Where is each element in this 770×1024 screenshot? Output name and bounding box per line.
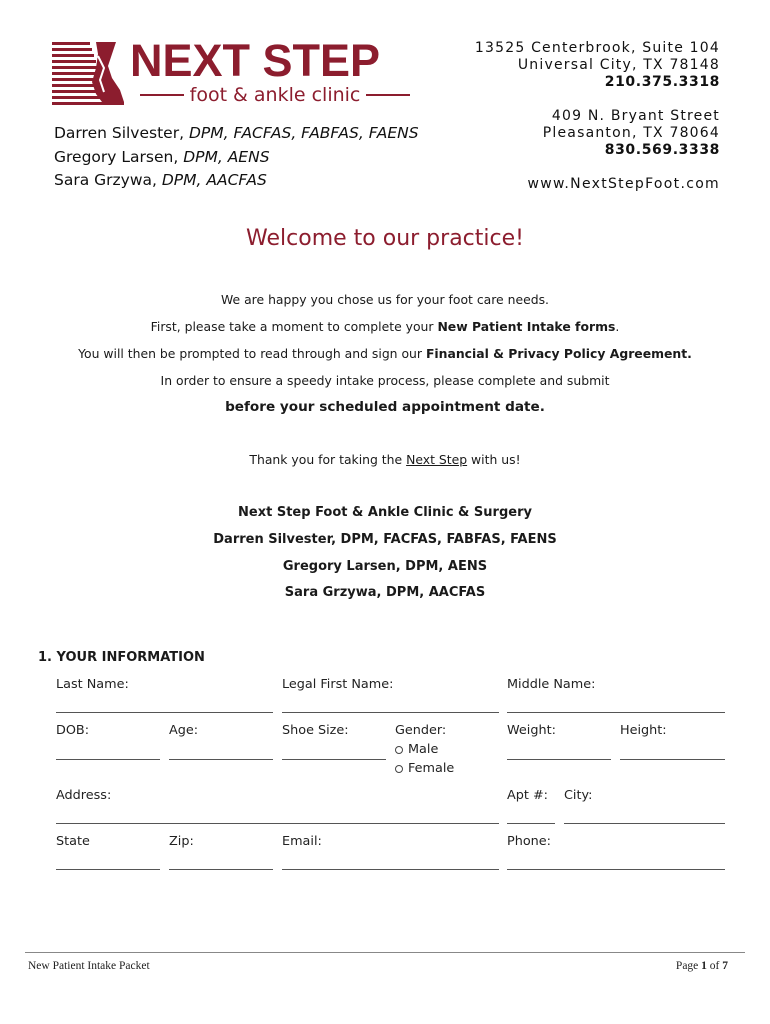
practice-doctor-line: Darren Silvester, DPM, FACFAS, FABFAS, FAENS [213,532,557,547]
doctor-line: Gregory Larsen, DPM, AENS [54,147,270,166]
radio-circle-icon [395,765,403,773]
brand-name: NEXT STEP [130,35,381,86]
practice-name: Next Step Foot & Ankle Clinic & Surgery [238,505,532,520]
apt-label: Apt #: [507,788,548,803]
gender-label: Gender: [395,723,447,738]
apt-field[interactable] [507,823,555,824]
first-name-field[interactable] [282,712,499,713]
address-field[interactable] [56,823,499,824]
welcome-line-5: before your scheduled appointment date. [225,399,545,415]
practice-doctor-line: Gregory Larsen, DPM, AENS [282,559,488,574]
middle-name-field[interactable] [507,712,725,713]
height-label: Height: [620,723,667,738]
doctors-list [54,122,419,193]
email-label: Email: [282,834,322,849]
last-name-field[interactable] [56,712,273,713]
dob-label: DOB: [56,723,90,738]
height-field[interactable] [620,759,725,760]
welcome-line-4: In order to ensure a speedy intake process, please complete and submit [160,373,610,388]
tagline-text: foot & ankle clinic [189,84,361,106]
address-label: Address: [56,788,112,803]
logo-foot-icon [52,42,126,106]
radio-circle-icon [395,746,403,754]
next-step-link[interactable]: Next Step [406,452,468,467]
phone-field[interactable] [507,869,725,870]
shoe-size-field[interactable] [282,759,386,760]
gender-male-radio[interactable]: Male [395,742,438,757]
footer-title: New Patient Intake Packet [28,960,150,972]
tagline-rule-left [140,94,184,96]
website-link[interactable]: www.NextStepFoot.com [527,176,720,192]
location-universal-city: 13525 Centerbrook, Suite 104 Universal City, TX 78148 210.375.3318 [474,40,720,90]
practice-doctor-line: Sara Grzywa, DPM, AACFAS [284,585,486,600]
zip-field[interactable] [169,869,273,870]
middle-name-label: Middle Name: [507,677,596,692]
shoe-size-label: Shoe Size: [282,723,349,738]
state-label: State [56,834,90,849]
footer-divider [25,952,745,953]
phone-number: 830.569.3338 [604,142,720,158]
phone-label: Phone: [507,834,551,849]
weight-label: Weight: [507,723,556,738]
email-field[interactable] [282,869,499,870]
city-label: City: [564,788,593,803]
last-name-label: Last Name: [56,677,129,692]
welcome-line-2: First, please take a moment to complete your New Patient Intake forms. [150,319,620,334]
doctor-line: Darren Silvester, DPM, FACFAS, FABFAS, FAENS [54,124,419,142]
weight-field[interactable] [507,759,611,760]
brand-tagline [140,84,410,106]
age-label: Age: [169,723,199,738]
welcome-line-1: We are happy you chose us for your foot care needs. [221,292,549,307]
first-name-label: Legal First Name: [282,677,394,692]
thanks-line: Thank you for taking the Next Step with us! [249,452,521,467]
welcome-line-3: You will then be prompted to read through and sign our Financial & Privacy Policy Agreement. [78,346,692,361]
city-field[interactable] [564,823,725,824]
tagline-rule-right [366,94,410,96]
gender-female-radio[interactable]: Female [395,761,454,776]
welcome-title: Welcome to our practice! [246,226,524,251]
age-field[interactable] [169,759,273,760]
state-field[interactable] [56,869,160,870]
page-indicator: Page 1 of 7 [675,960,728,972]
phone-number: 210.375.3318 [604,74,720,90]
zip-label: Zip: [169,834,194,849]
doctor-line: Sara Grzywa, DPM, AACFAS [54,171,267,189]
section-title: 1. YOUR INFORMATION [38,650,205,665]
location-pleasanton: 409 N. Bryant Street Pleasanton, TX 78064 830.569.3338 [542,108,720,158]
dob-field[interactable] [56,759,160,760]
